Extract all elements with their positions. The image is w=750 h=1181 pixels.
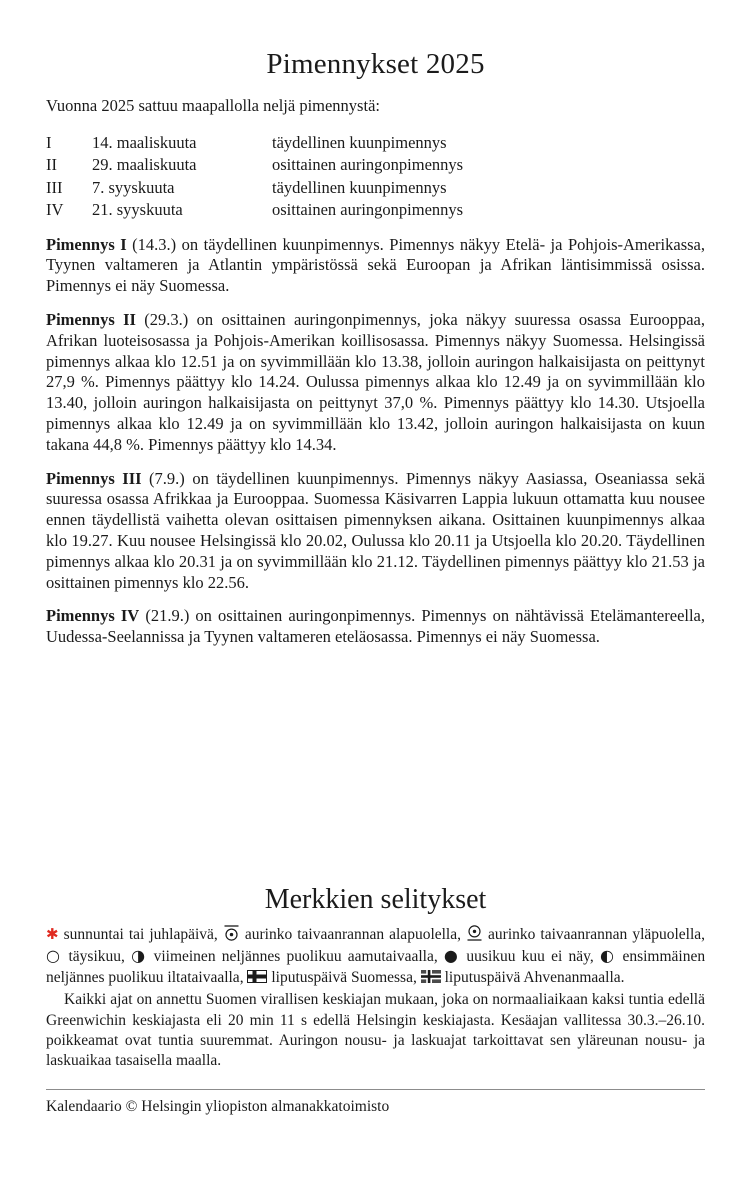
eclipse-numeral: I (46, 133, 52, 152)
paragraph-eclipse-1 (46, 235, 705, 297)
eclipse-date: 29. maaliskuuta (92, 155, 197, 175)
eclipse-type: täydellinen kuunpimennys (272, 133, 447, 152)
paragraph-lead: Pimennys I (46, 234, 127, 254)
eclipse-row (46, 132, 705, 154)
legend-item-text: aurinko taivaanrannan alapuolella, (244, 926, 461, 943)
eclipse-type: täydellinen kuunpimennys (272, 177, 447, 197)
paragraph-eclipse-4 (46, 606, 705, 648)
eclipse-list (46, 132, 705, 222)
paragraph-body: (14.3.) on täydellinen kuunpimennys. Pimennys näkyy Etelä- ja Pohjois-Amerikassa, Tyynen valtameren ja Atlantin ympäristössä sekä Euroopan ja Afrikan läntisimmissä osissa. Pimennys ei näy Suomessa. (46, 234, 705, 296)
finland-flag-icon (247, 970, 267, 983)
eclipse-type: osittainen auringonpimennys (272, 200, 464, 220)
footer-credit: Kalendaario © Helsingin yliopiston almanakkatoimisto (46, 1098, 390, 1115)
full-moon-icon: ○ (46, 945, 63, 965)
aland-flag-icon (421, 970, 441, 983)
eclipse-row (46, 177, 705, 199)
legend-symbols (46, 924, 705, 988)
legend-section (46, 884, 705, 1071)
legend-item-text: aurinko taivaanrannan yläpuolella, (488, 926, 706, 943)
page-content (46, 0, 705, 648)
paragraph-body: (7.9.) on täydellinen kuunpimennys. Pimennys näkyy Aasiassa, Oseaniassa sekä suuressa osassa Afrikkaa ja Eurooppaa. Suomessa Käsivarren Lappia lukuun ottamatta kuu nousee ennen täydellistä vaihetta olevan osittaisen pimennyksen aikana. Osittainen kuunpimennys alkaa klo 19.27. Kuu nousee Helsingissä klo 20.02, Oulussa klo 20.11 ja Utsjoella klo 20.20. Täydellinen pimennys alkaa klo 20.31 ja on syvimmillään klo 21.12. Täydellinen pimennys päättyy klo 21.53 ja osittainen pimennys klo 22.56. (46, 468, 705, 592)
eclipse-date: 21. syyskuuta (92, 200, 183, 220)
last-quarter-moon-icon: ◑ (131, 945, 148, 965)
eclipse-type: osittainen auringonpimennys (272, 155, 464, 175)
legend-item-text: liputuspäivä Suomessa, (271, 968, 417, 986)
page-title: Pimennykset 2025 (266, 48, 485, 80)
red-star-icon: ✱ (46, 925, 59, 943)
eclipse-row (46, 199, 705, 221)
page-footer (46, 1089, 705, 1116)
paragraph-eclipse-3 (46, 469, 705, 594)
legend-item-text: täysikuu, (68, 947, 125, 965)
sun-above-horizon-icon (466, 924, 483, 942)
legend-times-paragraph: Kaikki ajat on annettu Suomen virallisen keskiajan mukaan, joka on normaaliaikaan kaksi tuntia edellä Greenwichin keskiajasta eli 20 min 11 s edellä Helsingin keskiajasta. Kesäajan vallitessa 30.3.–26.10. poikkeamat ovat tuntia suuremmat. Auringon nousu- ja laskuajat tarkoittavat sen yläreunan nousu- ja laskuaikaa tasaisella maalla. (46, 991, 705, 1069)
sun-below-horizon-icon (223, 924, 240, 942)
paragraph-body: (29.3.) on osittainen auringonpimennys, joka näkyy suuressa osassa Eurooppaa, Afrikan luoteisosassa ja Pohjois-Amerikan koillisosassa. Pimennys näkyy Suomessa. Helsingissä pimennys alkaa klo 12.51 ja on syvimmillään klo 13.38, jolloin auringon halkaisijasta on peittynyt 27,9 %. Pimennys päättyy klo 14.24. Oulussa pimennys alkaa klo 12.49 ja on syvimmillään klo 13.40, jolloin auringon halkaisijasta on peittynyt 37,0 %. Pimennys päättyy klo 14.30. Utsjoella pimennys alkaa klo 12.49 ja on syvimmillään klo 13.42, jolloin auringon halkaisijasta on kuun takana 44,8 %. Pimennys päättyy klo 14.34. (46, 310, 705, 454)
eclipse-numeral: II (46, 155, 57, 175)
eclipse-numeral: IV (46, 200, 64, 220)
legend-item-text: liputuspäivä Ahvenanmaalla. (444, 968, 625, 986)
eclipse-row (46, 154, 705, 176)
first-quarter-moon-icon: ◐ (599, 945, 617, 965)
paragraph-lead: Pimennys IV (46, 606, 140, 626)
eclipse-date: 7. syyskuuta (92, 177, 175, 197)
paragraph-lead: Pimennys II (46, 310, 136, 330)
eclipse-numeral: III (46, 177, 63, 197)
legend-heading: Merkkien selitykset (264, 884, 487, 915)
paragraph-body: (21.9.) on osittainen auringonpimennys. Pimennys on nähtävissä Etelämantereella, Uudessa-Seelannissa ja Tyynen valtameren eteläosassa. Pimennys ei näy Suomessa. (46, 606, 706, 647)
legend-item-text: uusikuu kuu ei näy, (466, 947, 594, 965)
legend-item-text: sunnuntai tai juhlapäivä, (63, 926, 218, 943)
paragraph-lead: Pimennys III (46, 468, 142, 488)
new-moon-icon: ● (443, 945, 461, 965)
paragraph-eclipse-2 (46, 310, 705, 456)
legend-item-text: ensimmäinen neljännes puolikuu iltataivaalla, (46, 947, 706, 986)
intro-text: Vuonna 2025 sattuu maapallolla neljä pimennystä: (46, 96, 380, 115)
eclipse-date: 14. maaliskuuta (92, 133, 197, 152)
legend-item-text: viimeinen neljännes puolikuu aamutaivaalla, (153, 947, 438, 965)
